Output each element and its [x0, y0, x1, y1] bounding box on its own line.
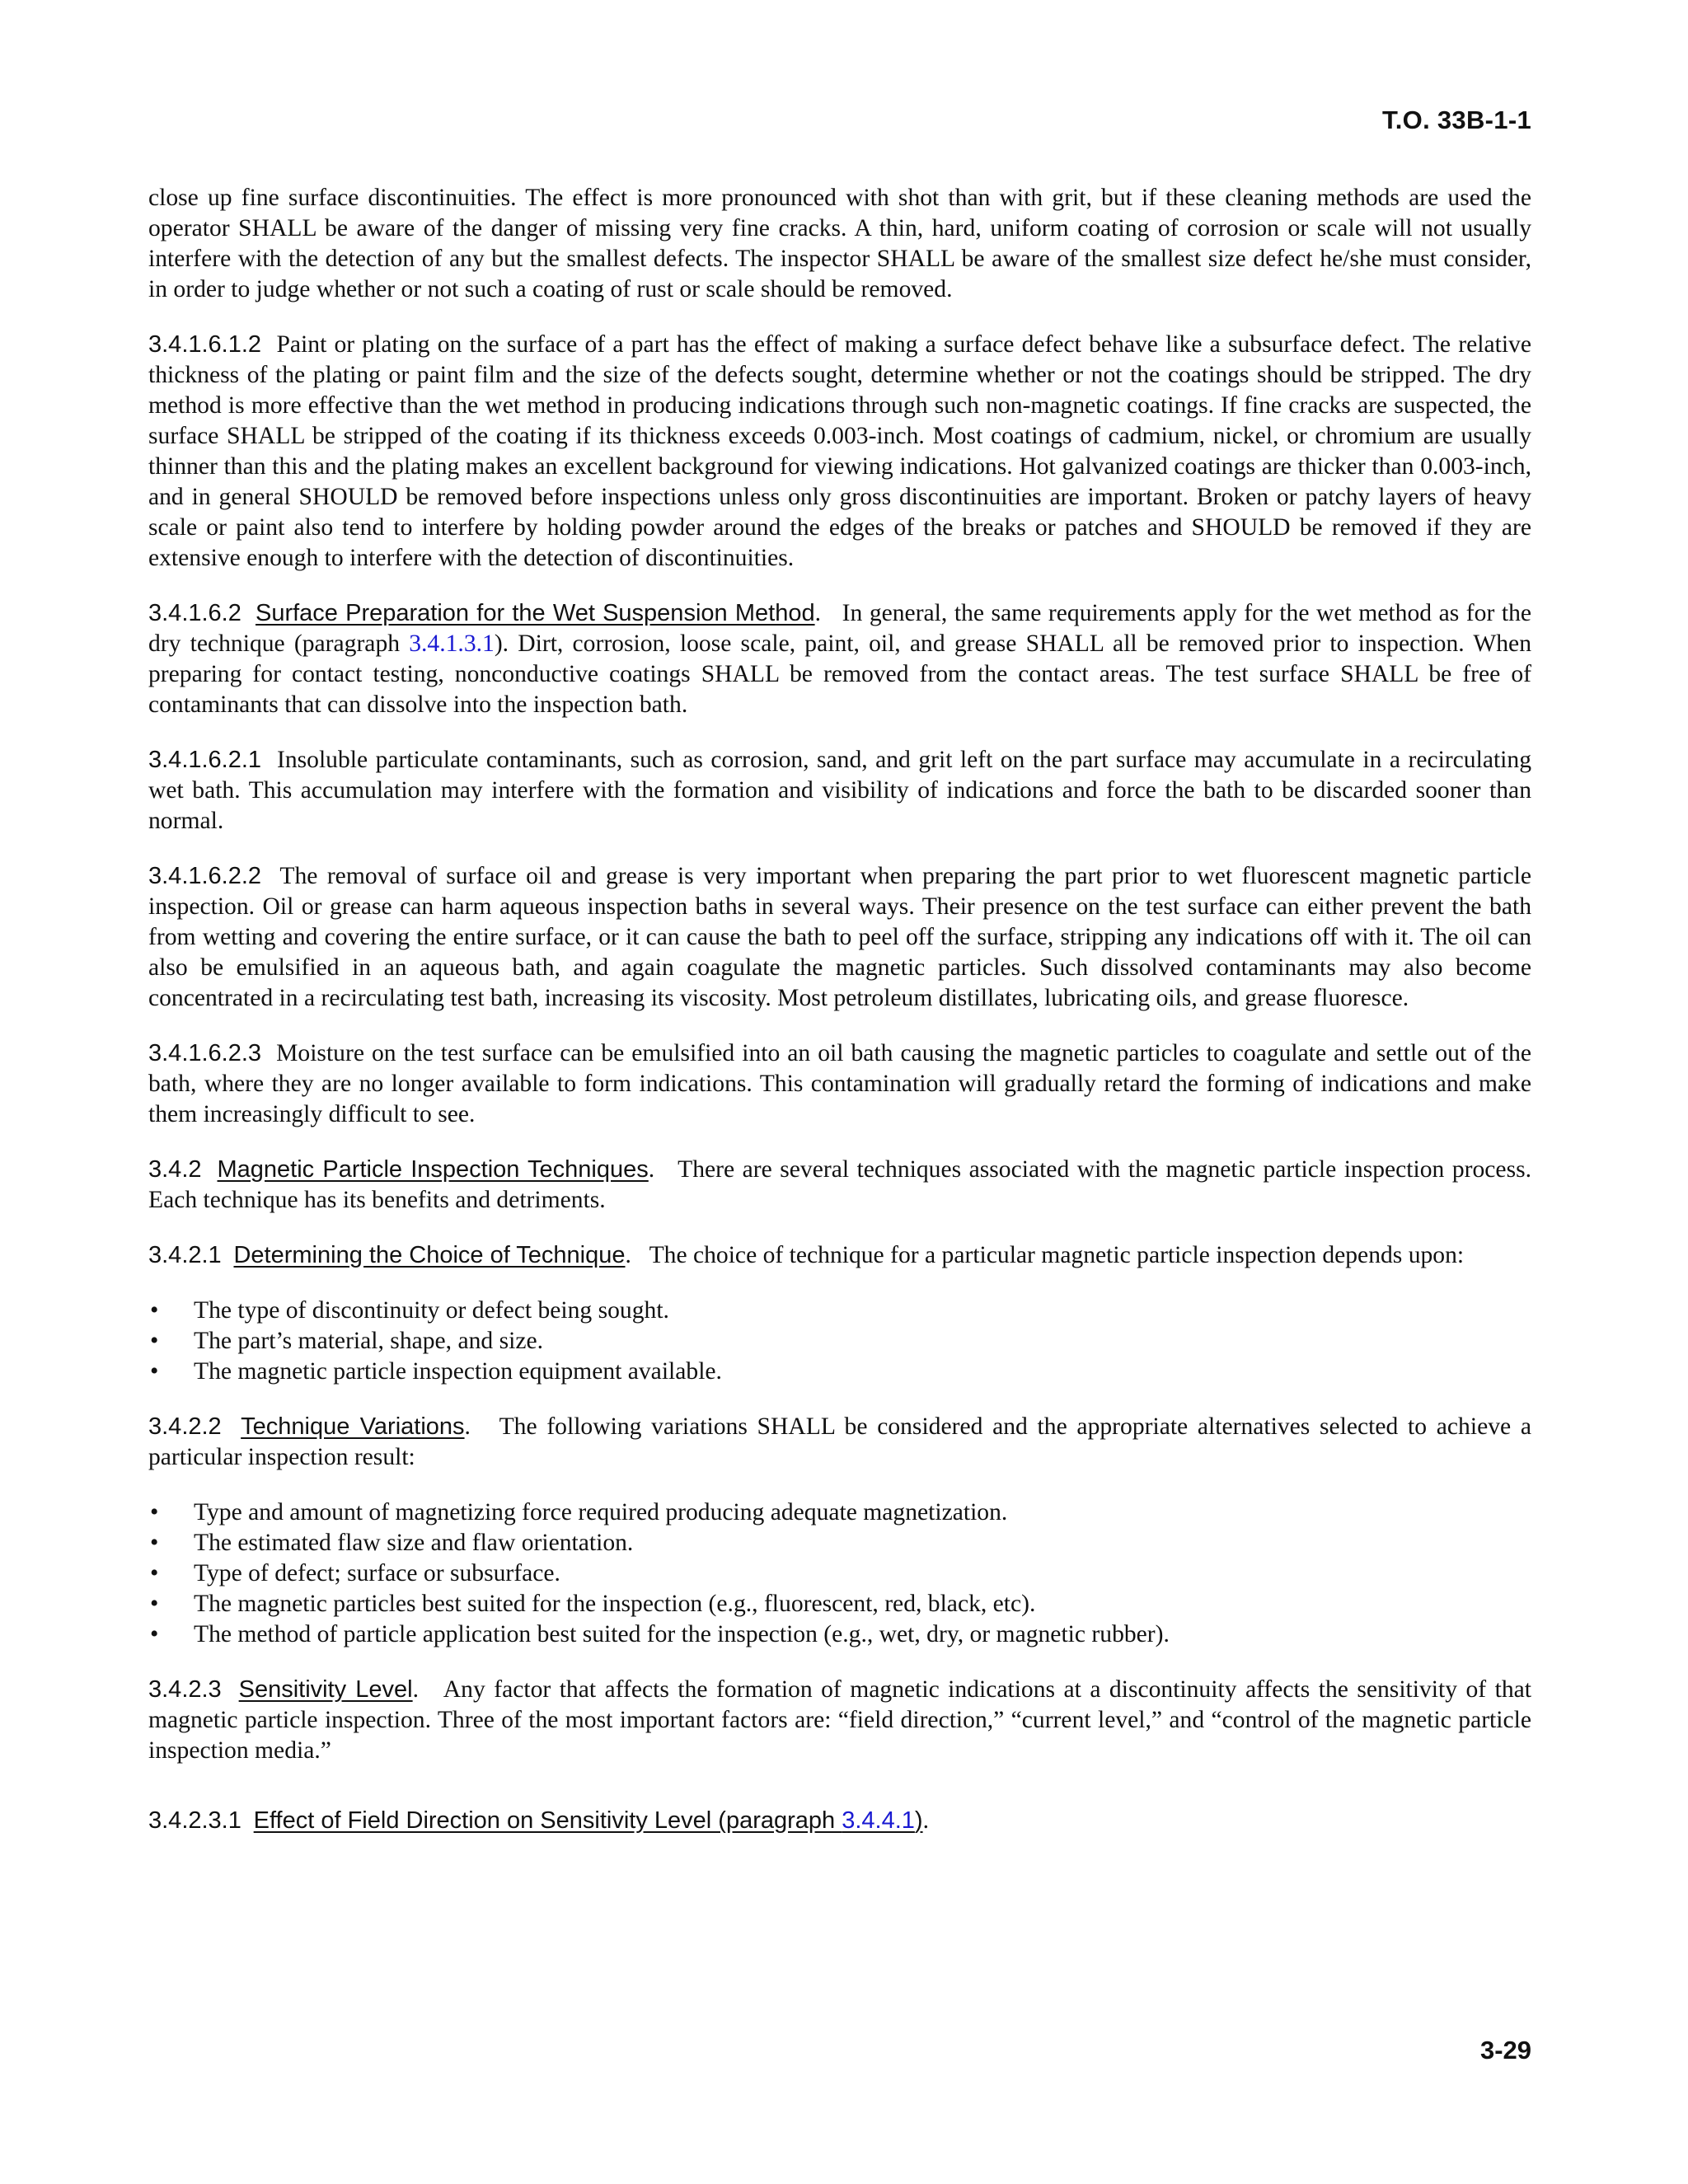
list-item: • The magnetic particles best suited for the inspection (e.g., fluorescent, red, black, etc).	[148, 1589, 1531, 1619]
bullet-list-technique-factors	[148, 1296, 1531, 1387]
paragraph-3-4-2-3-1: 3.4.2.3.1 Effect of Field Direction on Sensitivity Level (paragraph 3.4.4.1).	[148, 1807, 929, 1834]
paragraph-continued	[148, 183, 1531, 305]
paragraph-text: ). Dirt, corrosion, loose scale, paint, oil, and grease SHALL all be removed prior to inspection. When preparing for contact testing, nonconductive coatings SHALL be removed from the contact areas. The test surface SHALL be free of contaminants that can dissolve into the inspection bath.	[148, 630, 1531, 718]
paragraph-number: 3.4.1.6.2	[148, 600, 241, 626]
list-item: • Type of defect; surface or subsurface.	[148, 1558, 1531, 1589]
paragraph-3-4-2-1: 3.4.2.1 Determining the Choice of Technique. The choice of technique for a particular magnetic particle inspection depends upon:	[148, 1242, 1465, 1268]
list-item: • The part’s material, shape, and size.	[148, 1326, 1531, 1357]
list-item: • The method of particle application best suited for the inspection (e.g., wet, dry, or magnetic rubber).	[148, 1619, 1531, 1650]
paragraph-text: Moisture on the test surface can be emulsified into an oil bath causing the magnetic particles to coagulate and settle out of the bath, where they are no longer available to form indications. This contamination will gradually retard the forming of indications and make them increasingly difficult to see.	[148, 1040, 1532, 1127]
list-item: • The type of discontinuity or defect being sought.	[148, 1296, 1531, 1326]
list-item: • The estimated flaw size and flaw orientation.	[148, 1528, 1531, 1558]
list-item: • The magnetic particle inspection equipment available.	[148, 1357, 1531, 1387]
document-id-header: T.O. 33B-1-1	[1381, 105, 1531, 134]
paragraph-3-4-1-6-2-3	[148, 1038, 1531, 1130]
paragraph-number: 3.4.2	[148, 1156, 202, 1183]
paragraph-text: close up fine surface discontinuities. The effect is more pronounced with shot than with grit, but if these cleaning methods are used the operator SHALL be aware of the danger of missing very fine cracks. A thin, hard, uniform coating of corrosion or scale will not usually interfere with the detection of any but the smallest defects. The inspector SHALL be aware of the smallest size defect he/she must consider, in order to judge whether or not such a coating of rust or scale should be removed.	[148, 185, 1531, 302]
section-heading: Magnetic Particle Inspection Techniques	[217, 1156, 649, 1183]
page-number: 3-29	[1479, 2036, 1531, 2064]
paragraph-3-4-2-2: 3.4.2.2 Technique Variations. The following variations SHALL be considered and the appropriate alternatives selected to achieve a particular inspection result:	[148, 1413, 1532, 1470]
paragraph-number: 3.4.2.2	[148, 1413, 222, 1440]
paragraph-3-4-2-3: 3.4.2.3 Sensitivity Level. Any factor that affects the formation of magnetic indications at a discontinuity affects the sensitivity of that magnetic particle inspection. Three of the most important factors are: “field direction,” “current level,” and “control of the magnetic particle inspection media.”	[148, 1676, 1531, 1764]
paragraph-number: 3.4.1.6.1.2	[148, 331, 262, 358]
paragraph-text: In general, the same requirements apply for the wet method as for the dry technique (paragraph	[148, 600, 1532, 657]
paragraph-text: The removal of surface oil and grease is very important when preparing the part prior to wet fluorescent magnetic particle inspection. Oil or grease can harm aqueous inspection baths in several ways. Their presence on the test surface can either prevent the bath from wetting and covering the entire surface, or it can cause the bath to peel off the surface, stripping any indications off with it. The oil can also be emulsified in an aqueous bath, and again coagulate the magnetic particles. Such dissolved contaminants may also become concentrated in a recirculating test bath, increasing its viscosity. Most petroleum distillates, lubricating oils, and grease fluoresce.	[148, 863, 1532, 1011]
paragraph-3-4-1-6-2-2	[148, 861, 1531, 1014]
section-heading-text: Effect of Field Direction on Sensitivity Level (paragraph	[253, 1807, 842, 1834]
paragraph-text: Any factor that affects the formation of magnetic indications at a discontinuity affects the sensitivity of that magnetic particle inspection. Three of the most important factors are: “field direction,” “current level,” and “control of the magnetic particle inspection media.”	[148, 1676, 1531, 1764]
section-heading: Sensitivity Level	[238, 1676, 413, 1703]
paragraph-number: 3.4.1.6.2.1	[148, 747, 262, 773]
paragraph-number: 3.4.1.6.2.3	[148, 1040, 262, 1066]
section-heading: Technique Variations	[241, 1413, 465, 1440]
section-heading: Surface Preparation for the Wet Suspension Method	[255, 600, 815, 626]
bullet-list-technique-variations	[148, 1497, 1531, 1650]
paragraph-link-3-4-4-1[interactable]: 3.4.4.1	[842, 1807, 915, 1834]
paragraph-text: The following variations SHALL be considered and the appropriate alternatives selected to achieve a particular inspection result:	[148, 1413, 1532, 1470]
paragraph-number: 3.4.2.3.1	[148, 1807, 241, 1834]
paragraph-link-3-4-1-3-1[interactable]: 3.4.1.3.1	[409, 630, 495, 657]
list-item: • Type and amount of magnetizing force required producing adequate magnetization.	[148, 1497, 1531, 1528]
section-heading-text: )	[914, 1807, 923, 1834]
paragraph-3-4-1-6-1-2	[148, 330, 1531, 574]
paragraph-text: Insoluble particulate contaminants, such as corrosion, sand, and grit left on the part surface may accumulate in a recirculating wet bath. This accumulation may interfere with the formation and visibility of indications and force the bath to be discarded sooner than normal.	[148, 747, 1531, 834]
paragraph-number: 3.4.2.1	[148, 1242, 222, 1268]
document-body	[148, 183, 1531, 1861]
paragraph-text: Paint or plating on the surface of a part has the effect of making a surface defect behave like a subsurface defect. The relative thickness of the plating or paint film and the size of the defects sought, determine whether or not the coatings should be stripped. The dry method is more effective than the wet method in producing indications through such non-magnetic coatings. If fine cracks are suspected, the surface SHALL be stripped of the coating if its thickness exceeds 0.003-inch. Most coatings of cadmium, nickel, or chromium are usually thinner than this and the plating makes an excellent background for viewing indications. Hot galvanized coatings are thicker than 0.003-inch, and in general SHOULD be removed before inspections unless only gross discontinuities are important. Broken or patchy layers of heavy scale or paint also tend to interfere by holding powder around the edges of the breaks or patches and SHOULD be removed if they are extensive enough to interfere with the detection of discontinuities.	[148, 331, 1531, 571]
paragraph-3-4-1-6-2: 3.4.1.6.2 Surface Preparation for the Wet Suspension Method. In general, the same requirements apply for the wet method as for the dry technique (paragraph 3.4.1.3.1). Dirt, corrosion, loose scale, paint, oil, and grease SHALL all be removed prior to inspection. When preparing for contact testing, nonconductive coatings SHALL be removed from the contact areas. The test surface SHALL be free of contaminants that can dissolve into the inspection bath.	[148, 600, 1532, 718]
paragraph-3-4-1-6-2-1	[148, 745, 1531, 837]
section-heading: Determining the Choice of Technique	[233, 1242, 626, 1268]
paragraph-3-4-2: 3.4.2 Magnetic Particle Inspection Techniques. There are several techniques associated with the magnetic particle inspection process. Each technique has its benefits and detriments.	[148, 1156, 1531, 1213]
section-heading	[254, 1807, 923, 1834]
paragraph-text: There are several techniques associated with the magnetic particle inspection process. Each technique has its benefits and detriments.	[148, 1156, 1531, 1213]
paragraph-text: The choice of technique for a particular magnetic particle inspection depends upon:	[649, 1242, 1465, 1268]
paragraph-number: 3.4.1.6.2.2	[148, 863, 262, 889]
paragraph-number: 3.4.2.3	[148, 1676, 222, 1703]
